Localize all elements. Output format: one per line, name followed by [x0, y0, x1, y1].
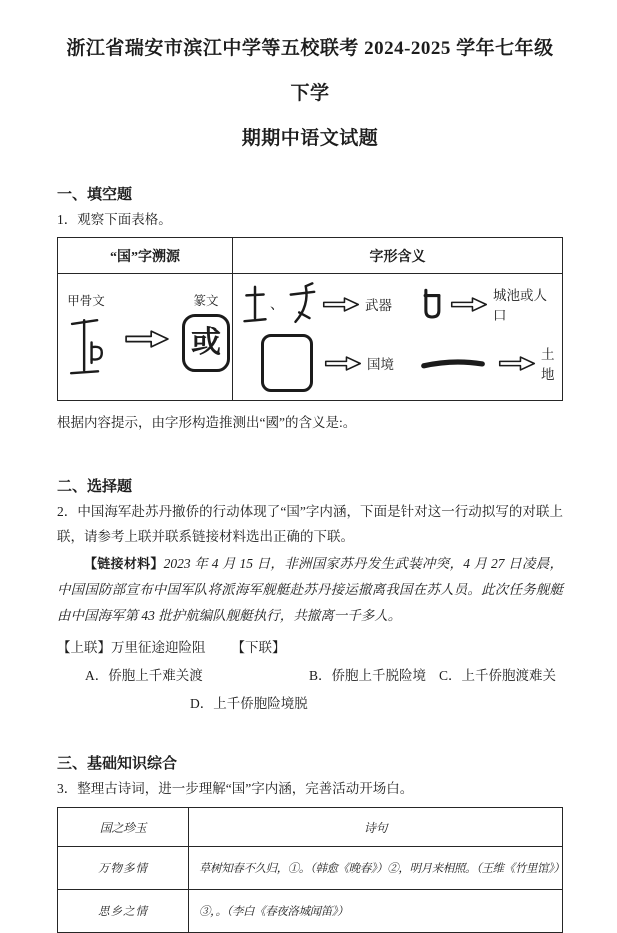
border-box-glyph-icon — [261, 334, 313, 392]
page-title-line1: 浙江省瑞安市滨江中学等五校联考 2024-2025 学年七年级下学 — [66, 38, 554, 104]
oracle-script-guo-glyph-icon — [60, 314, 112, 384]
table2-row1-verse: 草树知春不久归，①。（韩愈《晚春》）②，明月来相照。（王维《竹里馆》） — [189, 847, 563, 890]
mapping-weapon — [243, 282, 415, 326]
origin-cell — [58, 274, 233, 401]
linked-material-text: 2023 年 4 月 15 日，非洲国家苏丹发生武装冲突，4 月 27 日凌晨，中国国防部宣布中国军队将派海军舰艇赴苏丹接运撤离我国在苏人员。此次任务舰艇由中国海军第 43 批护航编队舰艇执行，共撤离一千多人。 — [57, 556, 563, 623]
meaning-land-label: 土地 — [541, 347, 555, 382]
seal-script-guo-glyph-icon: 或 — [182, 314, 230, 372]
couplet-line — [57, 636, 563, 656]
page-title-line2: 期期中语文试题 — [241, 128, 379, 149]
section3-heading: 三、基础知识综合 — [57, 755, 178, 772]
table2-row2-theme: 思乡之情 — [58, 890, 189, 933]
table1-header-meaning: 字形含义 — [233, 238, 563, 274]
options-row-2 — [190, 692, 563, 712]
table-header-row — [58, 238, 563, 274]
table-row — [58, 890, 563, 933]
glyph-separator: 、 — [270, 298, 284, 313]
meaning-cell — [233, 274, 563, 401]
option-b: B．侨胞上千脱险境 — [309, 668, 427, 683]
oracle-script-column — [60, 291, 112, 384]
arrow-right-icon — [124, 329, 170, 349]
oracle-script-label: 甲骨文 — [67, 293, 105, 308]
seal-script-label: 篆文 — [193, 293, 219, 308]
mapping-border — [243, 334, 415, 392]
question1-note: 根据内容提示，由字形构造推测出“國”的含义是:。 — [57, 415, 357, 430]
meaning-city-label: 城池或人口 — [493, 288, 547, 323]
table2-row2-verse: ③，。（李白《春夜洛城闻笛》） — [189, 890, 563, 933]
meaning-border-label: 国境 — [367, 357, 394, 372]
arrow-right-icon — [450, 296, 488, 313]
ge-glyph-icon — [287, 282, 317, 326]
poetry-table — [57, 807, 563, 933]
arrow-right-icon — [322, 296, 360, 313]
poetry-table-header-row — [58, 808, 563, 847]
section2-heading: 二、选择题 — [57, 478, 133, 495]
arrow-right-icon — [498, 355, 536, 372]
table2-row1-theme: 万物多情 — [58, 847, 189, 890]
section1-heading: 一、填空题 — [57, 186, 133, 203]
page-title — [57, 26, 563, 161]
seal-script-column — [182, 291, 230, 372]
character-origin-table — [57, 237, 563, 401]
table-body-row — [58, 274, 563, 401]
option-d: D．上千侨胞险境脱 — [190, 696, 308, 711]
shanglian-text: 【上联】万里征途迎险阻 — [57, 640, 206, 655]
xialian-text: 【下联】 — [231, 640, 286, 655]
arrow-right-icon — [324, 355, 362, 372]
mapping-city — [419, 284, 555, 324]
option-a: A．侨胞上千难关渡 — [85, 668, 203, 683]
land-stroke-glyph-icon — [419, 356, 487, 370]
shi-glyph-icon — [243, 283, 267, 325]
question1-text: 1．观察下面表格。 — [57, 212, 172, 227]
table2-header-verse: 诗句 — [189, 808, 563, 847]
option-c: C．上千侨胞渡难关 — [439, 668, 557, 683]
shi-ge-glyph-cluster — [243, 282, 317, 326]
city-glyph-icon — [419, 284, 445, 324]
table-row — [58, 847, 563, 890]
table2-header-theme: 国之珍玉 — [58, 808, 189, 847]
meaning-weapon-label: 武器 — [365, 298, 392, 313]
question2-text: 2．中国海军赴苏丹撤侨的行动体现了“国”字内涵，下面是针对这一行动拟写的对联上联，请参考上联并联系链接材料选出正确的下联。 — [57, 504, 563, 544]
mapping-land — [419, 343, 555, 383]
table1-header-origin: “国”字溯源 — [58, 238, 233, 274]
options-row-1 — [57, 664, 563, 684]
linked-material-label: 【链接材料】 — [84, 556, 164, 571]
linked-material — [57, 551, 563, 629]
question3-text: 3．整理古诗词，进一步理解“国”字内涵，完善活动开场白。 — [57, 781, 414, 796]
